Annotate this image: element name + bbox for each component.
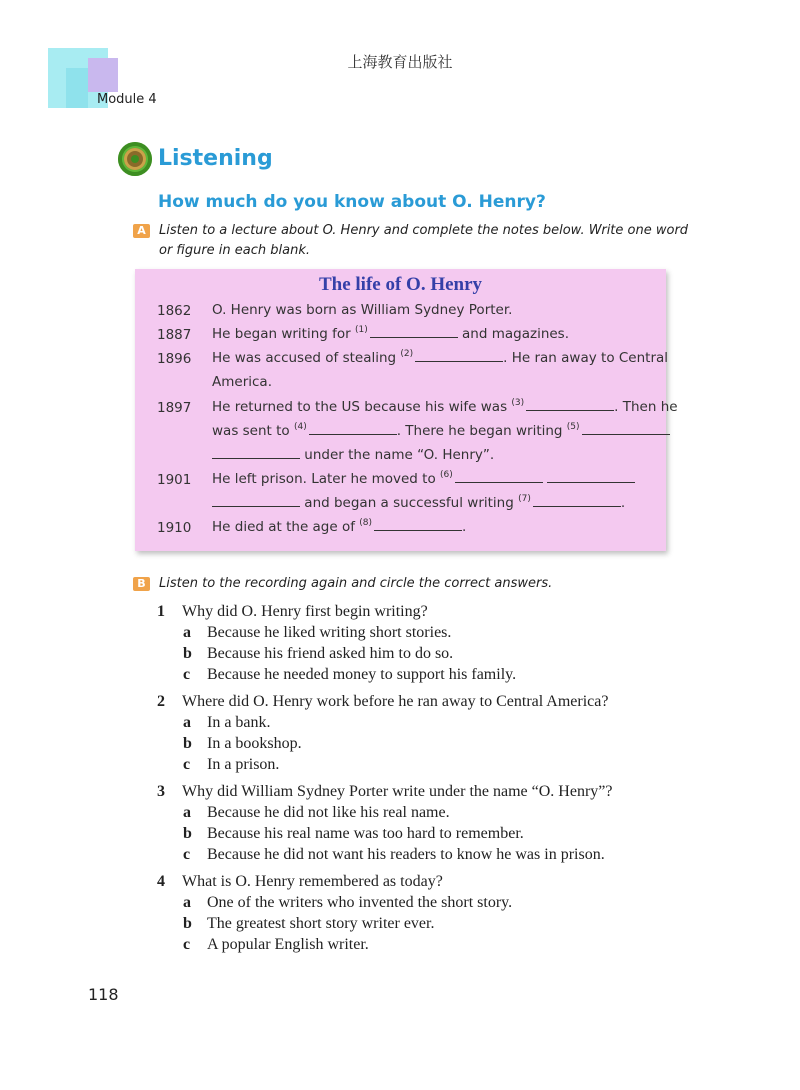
option-letter: a [183, 894, 191, 911]
publisher-name: 上海教育出版社 [347, 53, 453, 71]
answer-blank[interactable] [415, 348, 503, 362]
answer-blank[interactable] [309, 421, 397, 435]
part-b-tag: B [133, 577, 150, 591]
option-text: Because he liked writing short stories. [207, 624, 452, 641]
option-letter: a [183, 804, 191, 821]
part-b-instruction: Listen to the recording again and circle the correct answers. [159, 576, 553, 591]
page-number: 118 [88, 985, 119, 1004]
option-letter: b [183, 645, 192, 662]
option-letter: a [183, 714, 191, 731]
option-text: One of the writers who invented the short story. [207, 894, 513, 911]
note-text: . Then he [614, 399, 678, 415]
question-text: Where did O. Henry work before he ran away to Central America? [182, 693, 609, 710]
answer-blank[interactable] [547, 469, 635, 483]
note-row [212, 346, 668, 370]
blank-number: (1) [354, 325, 368, 335]
part-a-instruction-line2: or figure in each blank. [159, 243, 310, 258]
answer-blank[interactable] [212, 445, 300, 459]
note-row [212, 467, 635, 491]
answer-blank[interactable] [582, 421, 670, 435]
note-row [212, 322, 569, 346]
note-text: under the name “O. Henry”. [304, 447, 495, 463]
note-text: was sent to [212, 423, 290, 439]
question-text: Why did O. Henry first begin writing? [182, 603, 428, 620]
option-letter: c [183, 756, 191, 773]
option-text: A popular English writer. [207, 936, 369, 953]
note-row-continued [212, 443, 494, 467]
option-letter: b [183, 915, 192, 932]
note-row [212, 395, 678, 419]
blank-number: (5) [566, 422, 580, 432]
note-text: He returned to the US because his wife was [212, 399, 508, 415]
answer-blank[interactable] [533, 493, 621, 507]
note-text: . [462, 519, 467, 535]
blank-number: (2) [400, 349, 414, 359]
note-text: and magazines. [462, 326, 570, 342]
note-text: He died at the age of [212, 519, 355, 535]
note-row-continued [212, 491, 625, 515]
note-text: He was accused of stealing [212, 350, 397, 366]
year-1862: 1862 [157, 303, 192, 319]
year-1910: 1910 [157, 520, 192, 536]
option-text: Because he did not like his real name. [207, 804, 450, 821]
blank-number: (6) [440, 470, 453, 480]
question-number: 2 [157, 693, 165, 710]
option-letter: b [183, 735, 192, 752]
blank-number: (7) [518, 494, 531, 504]
note-text: O. Henry was born as William Sydney Porter. [212, 302, 513, 318]
note-text: . There he began writing [396, 423, 563, 439]
note-row-continued [212, 419, 670, 443]
notes-title: The life of O. Henry [318, 274, 483, 295]
year-1887: 1887 [157, 327, 192, 343]
module-label: Module 4 [97, 92, 157, 107]
question-text: Why did William Sydney Porter write under the name “O. Henry”? [182, 783, 613, 800]
question-number: 1 [157, 603, 165, 620]
blank-number: (4) [293, 422, 307, 432]
option-letter: c [183, 846, 191, 863]
year-1897: 1897 [157, 400, 192, 416]
answer-blank[interactable] [212, 493, 300, 507]
question-number: 3 [157, 783, 165, 800]
option-letter: c [183, 666, 191, 683]
section-subtitle: How much do you know about O. Henry? [158, 192, 546, 212]
section-title: Listening [158, 146, 273, 171]
note-text: America. [212, 374, 272, 390]
option-text: In a bank. [207, 714, 271, 731]
blank-number: (8) [359, 518, 373, 528]
option-text: In a prison. [207, 756, 280, 773]
option-text: Because he needed money to support his family. [207, 666, 517, 683]
option-letter: b [183, 825, 192, 842]
option-text: In a bookshop. [207, 735, 302, 752]
option-text: Because his real name was too hard to remember. [207, 825, 524, 842]
option-letter: a [183, 624, 191, 641]
answer-blank[interactable] [455, 469, 543, 483]
corner-decoration-stripe [66, 68, 88, 108]
headphones-disc-icon [118, 142, 152, 176]
part-a-instruction-line1: Listen to a lecture about O. Henry and complete the notes below. Write one word [159, 223, 689, 238]
note-row [212, 298, 512, 322]
note-text: He began writing for [212, 326, 351, 342]
option-text: Because his friend asked him to do so. [207, 645, 454, 662]
note-text: . He ran away to Central [503, 350, 669, 366]
answer-blank[interactable] [526, 397, 614, 411]
answer-blank[interactable] [374, 517, 462, 531]
note-row [212, 515, 466, 539]
option-text: Because he did not want his readers to know he was in prison. [207, 846, 605, 863]
note-text: He left prison. Later he moved to [212, 471, 436, 487]
note-row-continued [212, 370, 272, 394]
note-text: and began a successful writing [304, 495, 514, 511]
answer-blank[interactable] [370, 324, 458, 338]
option-text: The greatest short story writer ever. [207, 915, 435, 932]
part-a-tag: A [133, 224, 150, 238]
blank-number: (3) [511, 398, 525, 408]
question-text: What is O. Henry remembered as today? [182, 873, 443, 890]
note-text: . [620, 495, 626, 511]
year-1901: 1901 [157, 472, 192, 488]
option-letter: c [183, 936, 191, 953]
question-number: 4 [157, 873, 165, 890]
year-1896: 1896 [157, 351, 192, 367]
